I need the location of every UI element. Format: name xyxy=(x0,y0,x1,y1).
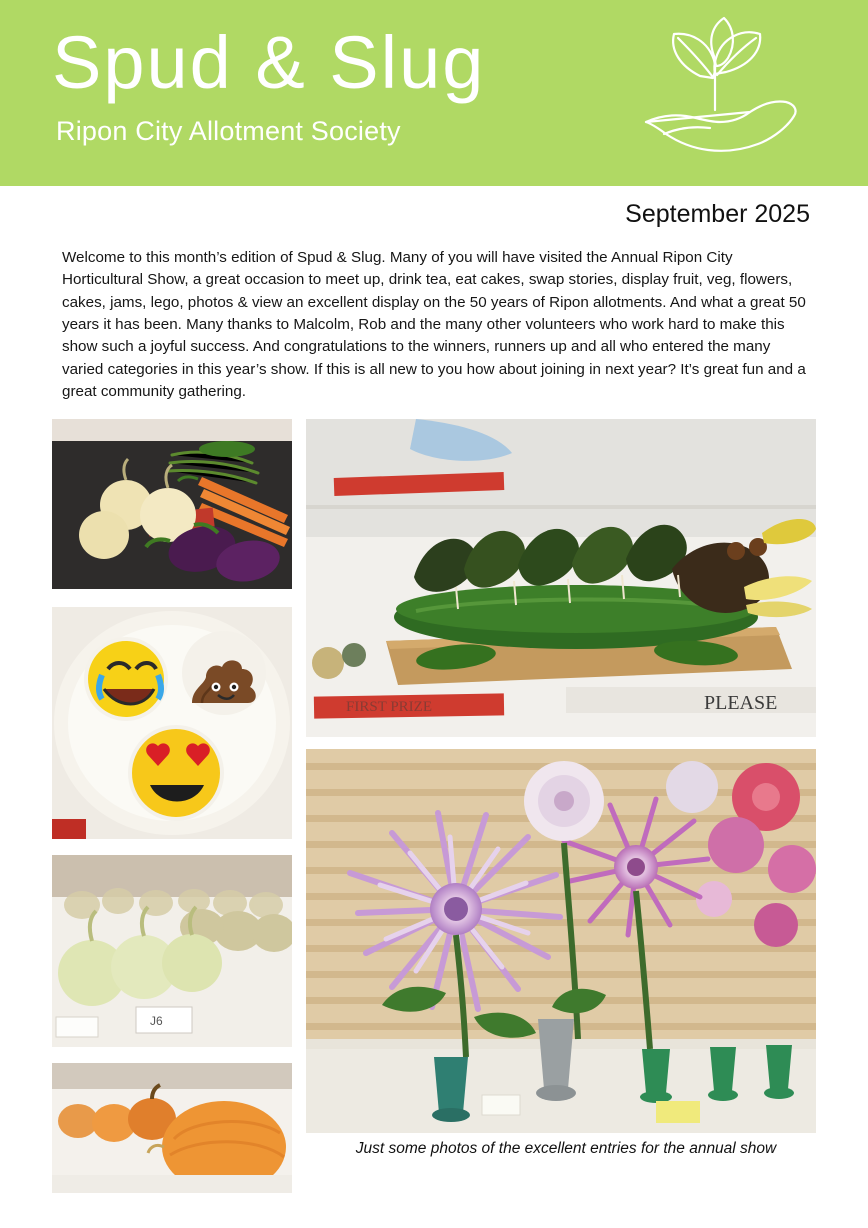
photo-onions-bench xyxy=(52,855,292,1047)
svg-text:PLEASE: PLEASE xyxy=(704,692,778,715)
photo-veg-display xyxy=(52,419,292,589)
masthead-banner xyxy=(0,0,868,186)
society-name: Ripon City Allotment Society xyxy=(56,115,401,146)
photo-veg-crocodile xyxy=(306,419,816,737)
photo-emoji-cakes xyxy=(52,607,292,839)
photo-pumpkins xyxy=(52,1063,292,1193)
plant-in-hand-logo-icon xyxy=(608,14,828,164)
issue-date: September 2025 xyxy=(625,200,810,228)
svg-text:J6: J6 xyxy=(150,1014,163,1029)
photo-dahlias xyxy=(306,749,816,1133)
intro-paragraph: Welcome to this month’s edition of Spud & Slug. Many of you will have visited the Annual Ripon City Horticultural Show, a great occasion to meet up, drink tea, eat cakes, swap stories, display fruit, veg, flowers, cakes, jams, lego, photos & view an excellent display on the 50 years of Ripon allotments. And what a great 50 years it has been. Many thanks to Malcolm, Rob and the many other volunteers who work hard to make this show such a joyful success. And congratulations to the winners, runners up and all who entered the many varied categories in this year’s show. If this is all new to you how about joining in next year? It’s great fun and a great community gathering. xyxy=(62,249,806,401)
svg-text:FIRST PRIZE: FIRST PRIZE xyxy=(346,699,432,716)
page-title: Spud & Slug xyxy=(52,21,486,104)
gallery-caption: Just some photos of the excellent entries for the annual show xyxy=(355,1140,777,1157)
photo-gallery xyxy=(0,419,868,1179)
